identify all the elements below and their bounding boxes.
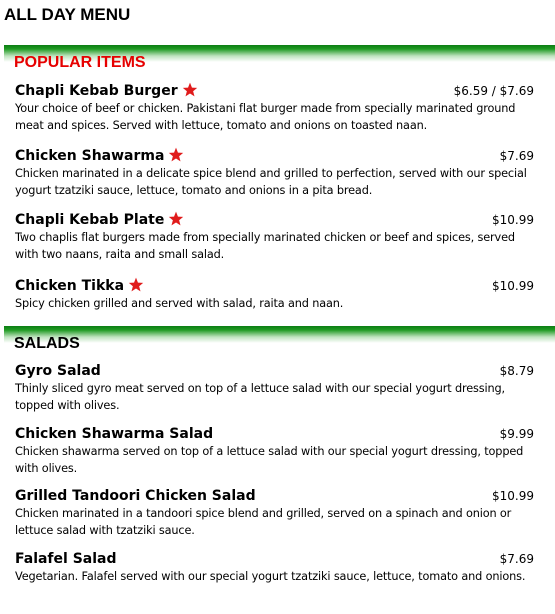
section-header-salads bbox=[4, 326, 555, 356]
section-title: SALADS bbox=[14, 335, 80, 352]
item-price: $10.99 bbox=[492, 279, 534, 293]
menu-item-chapli-kebab-burger bbox=[15, 82, 534, 134]
item-description: Two chaplis flat burgers made from specially marinated chicken or beef and spices, served with two naans, raita and small salad. bbox=[15, 231, 515, 261]
item-name: Falafel Salad bbox=[15, 551, 117, 567]
menu-item-gyro-salad bbox=[15, 362, 534, 414]
menu-item-grilled-tandoori-chicken-salad bbox=[15, 487, 534, 539]
item-name: Chicken Shawarma bbox=[15, 147, 184, 165]
item-price: $9.99 bbox=[499, 427, 534, 441]
item-name: Grilled Tandoori Chicken Salad bbox=[15, 488, 256, 504]
star-icon bbox=[168, 211, 184, 226]
item-description: Chicken shawarma served on top of a lettuce salad with our special yogurt dressing, topped with olives. bbox=[15, 445, 524, 475]
star-icon bbox=[168, 147, 184, 162]
star-icon bbox=[182, 82, 198, 97]
item-price: $7.69 bbox=[499, 149, 534, 163]
item-description: Chicken marinated in a tandoori spice blend and grilled, served on a spinach and onion or lettuce salad with tzatziki sauce. bbox=[15, 507, 512, 537]
star-icon bbox=[128, 277, 144, 292]
item-name: Gyro Salad bbox=[15, 363, 101, 379]
item-name: Chicken Shawarma Salad bbox=[15, 426, 214, 442]
item-description: Vegetarian. Falafel served with our special yogurt tzatziki sauce, lettuce, tomato and onions. bbox=[15, 570, 526, 583]
page-title: ALL DAY MENU bbox=[4, 5, 131, 24]
section-header-popular-items bbox=[4, 45, 555, 75]
item-price: $7.69 bbox=[499, 552, 534, 566]
item-price: $10.99 bbox=[492, 489, 534, 503]
menu-item-chicken-tikka bbox=[15, 277, 534, 313]
item-name: Chicken Tikka bbox=[15, 277, 144, 295]
item-price: $6.59 / $7.69 bbox=[453, 84, 534, 98]
item-price: $10.99 bbox=[492, 213, 534, 227]
item-description: Thinly sliced gyro meat served on top of a lettuce salad with our special yogurt dressing, topped with olives. bbox=[15, 382, 505, 412]
item-description: Chicken marinated in a delicate spice blend and grilled to perfection, served with our special yogurt tzatziki sauce, lettuce, tomato and onions in a pita bread. bbox=[15, 167, 527, 197]
item-price: $8.79 bbox=[499, 364, 534, 378]
menu-item-falafel-salad bbox=[15, 550, 534, 586]
item-description: Your choice of beef or chicken. Pakistani flat burger made from specially marinated ground meat and spices. Served with lettuce, tomato and onions on toasted naan. bbox=[15, 102, 516, 132]
menu-item-chicken-shawarma bbox=[15, 147, 534, 199]
menu-item-chicken-shawarma-salad bbox=[15, 425, 534, 477]
section-title: POPULAR ITEMS bbox=[14, 54, 146, 71]
item-name: Chapli Kebab Plate bbox=[15, 211, 184, 229]
menu-item-chapli-kebab-plate bbox=[15, 211, 534, 263]
item-name: Chapli Kebab Burger bbox=[15, 82, 198, 100]
item-description: Spicy chicken grilled and served with salad, raita and naan. bbox=[15, 297, 344, 310]
